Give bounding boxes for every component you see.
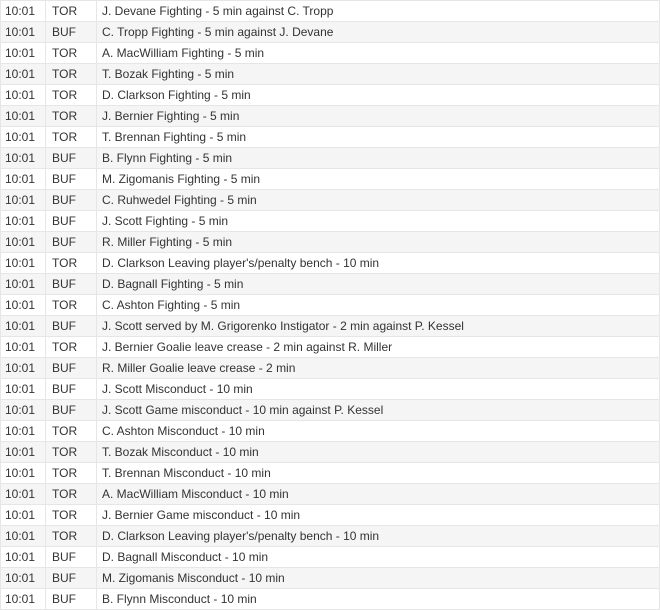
penalty-team: TOR bbox=[46, 526, 97, 547]
penalty-team: TOR bbox=[46, 505, 97, 526]
penalty-description: R. Miller Fighting - 5 min bbox=[97, 232, 660, 253]
table-row bbox=[1, 211, 660, 232]
penalty-time: 10:01 bbox=[1, 85, 46, 106]
penalty-time: 10:01 bbox=[1, 127, 46, 148]
penalty-description: M. Zigomanis Fighting - 5 min bbox=[97, 169, 660, 190]
penalty-description: J. Bernier Fighting - 5 min bbox=[97, 106, 660, 127]
table-row bbox=[1, 64, 660, 85]
table-row bbox=[1, 337, 660, 358]
table-row bbox=[1, 190, 660, 211]
table-row bbox=[1, 547, 660, 568]
penalty-team: BUF bbox=[46, 274, 97, 295]
penalty-team: TOR bbox=[46, 295, 97, 316]
table-row bbox=[1, 232, 660, 253]
penalty-description: T. Bozak Misconduct - 10 min bbox=[97, 442, 660, 463]
penalty-team: TOR bbox=[46, 106, 97, 127]
table-row bbox=[1, 85, 660, 106]
penalty-time: 10:01 bbox=[1, 295, 46, 316]
penalty-description: C. Ashton Misconduct - 10 min bbox=[97, 421, 660, 442]
penalty-time: 10:01 bbox=[1, 190, 46, 211]
penalty-team: TOR bbox=[46, 85, 97, 106]
penalty-description: R. Miller Goalie leave crease - 2 min bbox=[97, 358, 660, 379]
table-row bbox=[1, 526, 660, 547]
penalty-time: 10:01 bbox=[1, 379, 46, 400]
penalty-description: M. Zigomanis Misconduct - 10 min bbox=[97, 568, 660, 589]
penalty-time: 10:01 bbox=[1, 232, 46, 253]
penalty-time: 10:01 bbox=[1, 484, 46, 505]
penalty-time: 10:01 bbox=[1, 253, 46, 274]
penalty-team: TOR bbox=[46, 463, 97, 484]
penalty-time: 10:01 bbox=[1, 337, 46, 358]
table-row bbox=[1, 400, 660, 421]
penalty-team: BUF bbox=[46, 358, 97, 379]
penalty-team: TOR bbox=[46, 127, 97, 148]
table-row bbox=[1, 484, 660, 505]
penalty-description: C. Ruhwedel Fighting - 5 min bbox=[97, 190, 660, 211]
penalty-description: C. Tropp Fighting - 5 min against J. Devane bbox=[97, 22, 660, 43]
penalty-team: BUF bbox=[46, 316, 97, 337]
table-row bbox=[1, 358, 660, 379]
table-row bbox=[1, 22, 660, 43]
table-row bbox=[1, 589, 660, 610]
penalty-description: D. Clarkson Fighting - 5 min bbox=[97, 85, 660, 106]
penalty-time: 10:01 bbox=[1, 64, 46, 85]
penalty-description: D. Clarkson Leaving player's/penalty bench - 10 min bbox=[97, 253, 660, 274]
table-row bbox=[1, 505, 660, 526]
table-row bbox=[1, 253, 660, 274]
penalty-team: BUF bbox=[46, 589, 97, 610]
table-row bbox=[1, 148, 660, 169]
penalty-description: D. Bagnall Misconduct - 10 min bbox=[97, 547, 660, 568]
penalty-description: J. Bernier Goalie leave crease - 2 min against R. Miller bbox=[97, 337, 660, 358]
table-row bbox=[1, 127, 660, 148]
penalty-team: BUF bbox=[46, 379, 97, 400]
penalty-team: BUF bbox=[46, 547, 97, 568]
penalty-team: BUF bbox=[46, 400, 97, 421]
table-row bbox=[1, 274, 660, 295]
table-row bbox=[1, 169, 660, 190]
penalty-description: J. Scott Game misconduct - 10 min against P. Kessel bbox=[97, 400, 660, 421]
penalty-description: B. Flynn Fighting - 5 min bbox=[97, 148, 660, 169]
table-row bbox=[1, 106, 660, 127]
penalty-time: 10:01 bbox=[1, 526, 46, 547]
table-row bbox=[1, 1, 660, 22]
penalty-team: BUF bbox=[46, 148, 97, 169]
penalty-team: TOR bbox=[46, 64, 97, 85]
penalty-list bbox=[1, 1, 660, 610]
table-row bbox=[1, 568, 660, 589]
table-row bbox=[1, 421, 660, 442]
penalty-time: 10:01 bbox=[1, 169, 46, 190]
penalty-team: BUF bbox=[46, 232, 97, 253]
penalty-team: TOR bbox=[46, 337, 97, 358]
penalty-description: A. MacWilliam Fighting - 5 min bbox=[97, 43, 660, 64]
penalty-description: T. Brennan Fighting - 5 min bbox=[97, 127, 660, 148]
penalty-time: 10:01 bbox=[1, 316, 46, 337]
penalty-time: 10:01 bbox=[1, 211, 46, 232]
penalty-description: J. Devane Fighting - 5 min against C. Tropp bbox=[97, 1, 660, 22]
table-row bbox=[1, 463, 660, 484]
penalty-description: D. Clarkson Leaving player's/penalty bench - 10 min bbox=[97, 526, 660, 547]
penalty-team: TOR bbox=[46, 43, 97, 64]
table-row bbox=[1, 295, 660, 316]
penalty-team: TOR bbox=[46, 421, 97, 442]
penalty-description: D. Bagnall Fighting - 5 min bbox=[97, 274, 660, 295]
penalty-time: 10:01 bbox=[1, 463, 46, 484]
penalty-team: BUF bbox=[46, 169, 97, 190]
penalty-time: 10:01 bbox=[1, 106, 46, 127]
penalty-time: 10:01 bbox=[1, 274, 46, 295]
penalty-team: TOR bbox=[46, 484, 97, 505]
penalty-time: 10:01 bbox=[1, 1, 46, 22]
penalty-description: A. MacWilliam Misconduct - 10 min bbox=[97, 484, 660, 505]
penalty-time: 10:01 bbox=[1, 442, 46, 463]
table-row bbox=[1, 379, 660, 400]
penalty-time: 10:01 bbox=[1, 400, 46, 421]
table-row bbox=[1, 442, 660, 463]
penalty-description: B. Flynn Misconduct - 10 min bbox=[97, 589, 660, 610]
penalty-time: 10:01 bbox=[1, 148, 46, 169]
penalty-description: T. Bozak Fighting - 5 min bbox=[97, 64, 660, 85]
penalty-team: TOR bbox=[46, 253, 97, 274]
penalty-team: TOR bbox=[46, 1, 97, 22]
table-row bbox=[1, 43, 660, 64]
penalty-team: BUF bbox=[46, 568, 97, 589]
penalty-time: 10:01 bbox=[1, 568, 46, 589]
penalty-team: BUF bbox=[46, 211, 97, 232]
penalty-time: 10:01 bbox=[1, 43, 46, 64]
penalty-time: 10:01 bbox=[1, 547, 46, 568]
penalty-description: J. Scott Misconduct - 10 min bbox=[97, 379, 660, 400]
penalty-team: BUF bbox=[46, 22, 97, 43]
penalty-time: 10:01 bbox=[1, 421, 46, 442]
penalty-team: BUF bbox=[46, 190, 97, 211]
penalty-time: 10:01 bbox=[1, 22, 46, 43]
penalty-description: J. Scott served by M. Grigorenko Instigator - 2 min against P. Kessel bbox=[97, 316, 660, 337]
penalty-description: C. Ashton Fighting - 5 min bbox=[97, 295, 660, 316]
penalty-description: J. Bernier Game misconduct - 10 min bbox=[97, 505, 660, 526]
penalty-description: J. Scott Fighting - 5 min bbox=[97, 211, 660, 232]
penalty-time: 10:01 bbox=[1, 358, 46, 379]
penalty-team: TOR bbox=[46, 442, 97, 463]
table-row bbox=[1, 316, 660, 337]
penalty-time: 10:01 bbox=[1, 505, 46, 526]
penalty-description: T. Brennan Misconduct - 10 min bbox=[97, 463, 660, 484]
penalty-time: 10:01 bbox=[1, 589, 46, 610]
